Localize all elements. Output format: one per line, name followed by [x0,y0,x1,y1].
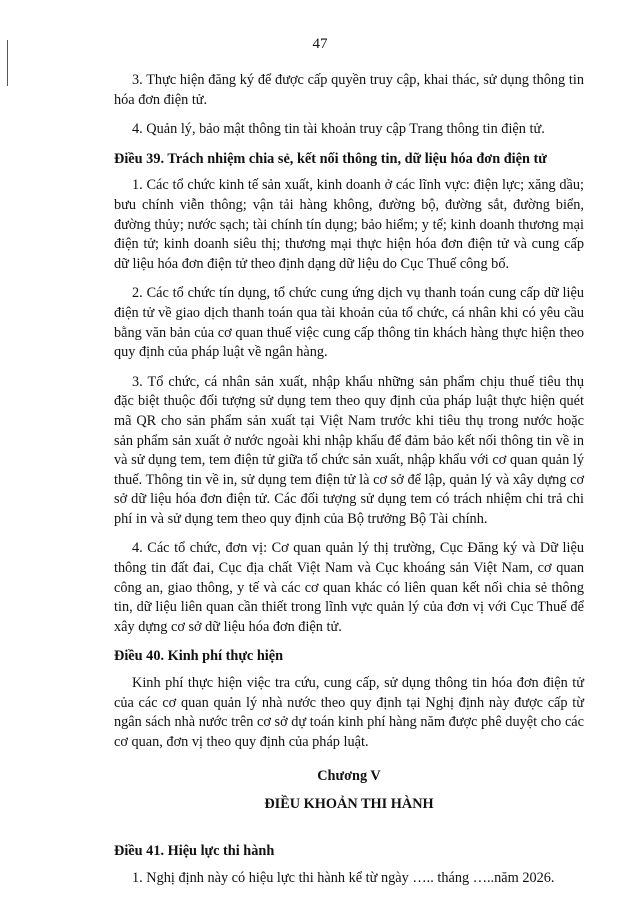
chapter-title: ĐIỀU KHOẢN THI HÀNH [264,796,434,813]
article-41-clause-1: 1. Nghị định này có hiệu lực thi hành kể từ ngày ….. tháng …..năm 2026. [132,870,555,886]
article-40-body: Kinh phí thực hiện việc tra cứu, cung cấp, sử dụng thông tin hóa đơn điện tử của các cơ quan quản lý nhà nước theo quy định tại Nghị định này được cấp từ ngân sách nhà nước trên cơ sở dự toán kinh phí hàng năm được phê duyệt cho các cơ quan, đơn vị theo quy định của pháp luật. [114,675,584,750]
article-39-clause-2: 2. Các tổ chức tín dụng, tổ chức cung ứng dịch vụ thanh toán cung cấp dữ liệu điện tử về giao dịch thanh toán qua tài khoản của tổ chức, cá nhân khi có yêu cầu bằng văn bản của cơ quan thuế việc cung cấp thông tin khách hàng thực hiện theo quy định của pháp luật về ngân hàng. [114,285,584,361]
article-39-clause-1: 1. Các tổ chức kinh tế sản xuất, kinh doanh ở các lĩnh vực: điện lực; xăng dầu; bưu chính viễn thông; vận tải hàng không, đường bộ, đường sắt, đường biển, đường thủy; nước sạch; tài chính tín dụng; bảo hiểm; y tế; kinh doanh thương mại điện tử; kinh doanh siêu thị; thương mại thực hiện hóa đơn điện tử và cung cấp dữ liệu hóa đơn điện tử theo định dạng dữ liệu do Cục Thuế công bố. [114,177,584,272]
document-body [114,71,584,889]
article-41-heading: Điều 41. Hiệu lực thi hành [114,843,275,860]
article-39-clause-4: 4. Các tổ chức, đơn vị: Cơ quan quản lý thị trường, Cục Đăng ký và Dữ liệu thông tin đất đai, Cục địa chất Việt Nam và Cục khoáng sản Việt Nam, cơ quan công an, giao thông, y tế và các cơ quan khác có liên quan kết nối chia sẻ thông tin, dữ liệu liên quan cần thiết trong lĩnh vực quản lý của đơn vị với Cục Thuế để xây dựng cơ sở dữ liệu hóa đơn điện tử. [114,540,584,635]
paragraph-clause-3: 3. Thực hiện đăng ký để được cấp quyền truy cập, khai thác, sử dụng thông tin hóa đơn điện tử. [114,72,584,108]
chapter-number: Chương V [317,768,381,785]
paragraph-clause-4: 4. Quản lý, bảo mật thông tin tài khoản truy cập Trang thông tin điện tử. [132,121,545,138]
article-39-clause-3: 3. Tổ chức, cá nhân sản xuất, nhập khẩu những sản phẩm chịu thuế tiêu thụ đặc biệt thuộc đối tượng sử dụng tem theo quy định của pháp luật thực hiện quét mã QR cho sản phẩm sản xuất tại Việt Nam trước khi tiêu thụ trong nước hoặc sản phẩm sản xuất ở nước ngoài khi nhập khẩu để đảm bảo kết nối thông tin về in và sử dụng tem, tem điện tử giữa tổ chức sản xuất, nhập khẩu với cơ quan quản lý thuế. Thông tin về in, sử dụng tem điện tử là cơ sở để lập, quản lý và xây dựng cơ sở dữ liệu hóa đơn điện tử. Các đối tượng sử dụng tem có trách nhiệm chi trả chi phí in và sử dụng tem theo quy định của Bộ trưởng Bộ Tài chính. [114,373,584,527]
article-39-heading: Điều 39. Trách nhiệm chia sẻ, kết nối thông tin, dữ liệu hóa đơn điện tử [114,150,547,167]
article-40-heading: Điều 40. Kinh phí thực hiện [114,648,284,665]
page-number: 47 [312,36,328,52]
